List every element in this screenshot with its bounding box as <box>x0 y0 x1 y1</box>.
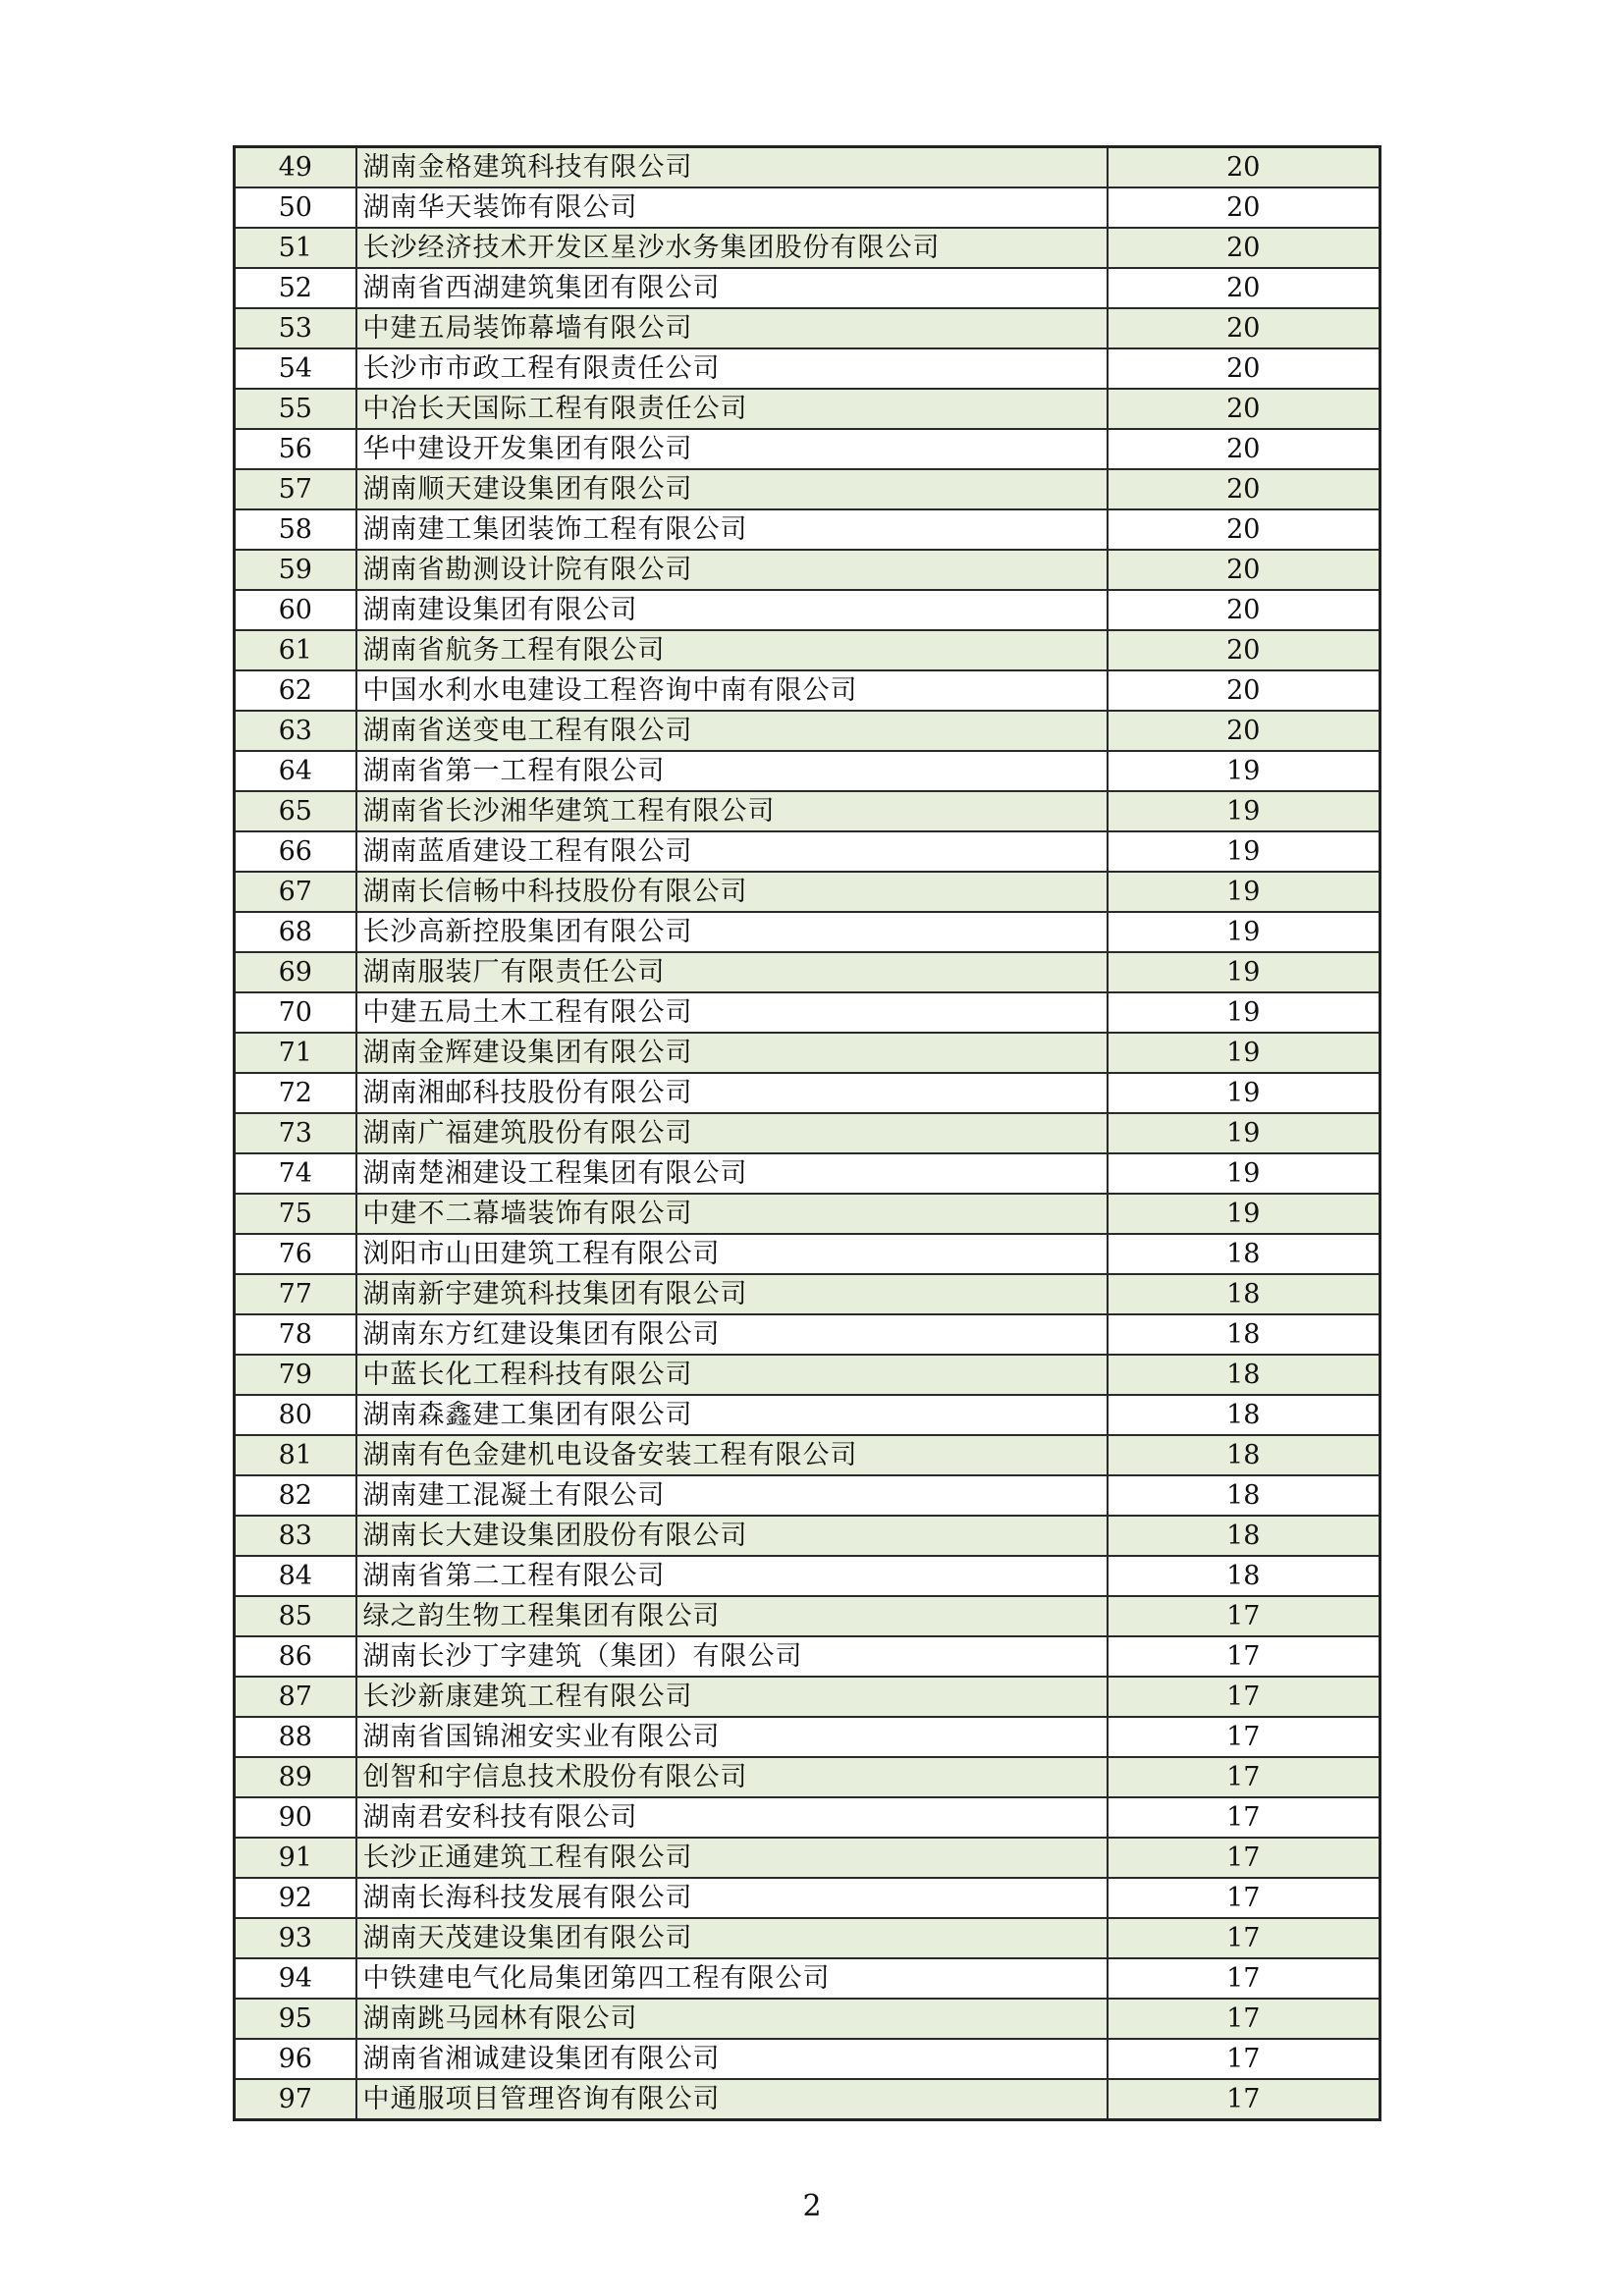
company-name-cell: 湖南森鑫建工集团有限公司 <box>356 1395 1108 1435</box>
ranking-table-body <box>235 147 1380 2120</box>
company-name-cell: 湖南君安科技有限公司 <box>356 1797 1108 1838</box>
row-number-cell: 53 <box>235 308 356 348</box>
table-row <box>235 670 1380 711</box>
table-row <box>235 630 1380 670</box>
row-number-cell: 79 <box>235 1355 356 1395</box>
company-name-cell: 湖南金格建筑科技有限公司 <box>356 147 1108 188</box>
company-name-cell: 湖南顺天建设集团有限公司 <box>356 469 1108 509</box>
table-row <box>235 389 1380 429</box>
table-row <box>235 1999 1380 2039</box>
row-number-cell: 69 <box>235 952 356 992</box>
score-cell: 20 <box>1108 187 1380 228</box>
score-cell: 19 <box>1108 912 1380 952</box>
page-number: 2 <box>802 2189 822 2223</box>
score-cell: 19 <box>1108 1113 1380 1153</box>
table-row <box>235 1636 1380 1677</box>
table-row <box>235 1395 1380 1435</box>
company-name-cell: 中建不二幕墙装饰有限公司 <box>356 1194 1108 1234</box>
score-cell: 17 <box>1108 1958 1380 1999</box>
row-number-cell: 74 <box>235 1153 356 1194</box>
row-number-cell: 86 <box>235 1636 356 1677</box>
table-row <box>235 1596 1380 1636</box>
company-name-cell: 创智和宇信息技术股份有限公司 <box>356 1757 1108 1797</box>
score-cell: 19 <box>1108 1033 1380 1073</box>
row-number-cell: 80 <box>235 1395 356 1435</box>
row-number-cell: 97 <box>235 2079 356 2120</box>
score-cell: 20 <box>1108 509 1380 550</box>
company-name-cell: 湖南长大建设集团股份有限公司 <box>356 1516 1108 1556</box>
table-row <box>235 348 1380 389</box>
score-cell: 19 <box>1108 751 1380 791</box>
score-cell: 19 <box>1108 1073 1380 1113</box>
row-number-cell: 83 <box>235 1516 356 1556</box>
company-name-cell: 长沙新康建筑工程有限公司 <box>356 1677 1108 1717</box>
company-name-cell: 中冶长天国际工程有限责任公司 <box>356 389 1108 429</box>
company-name-cell: 湖南天茂建设集团有限公司 <box>356 1918 1108 1958</box>
company-name-cell: 湖南蓝盾建设工程有限公司 <box>356 831 1108 872</box>
table-row <box>235 268 1380 308</box>
table-row <box>235 1113 1380 1153</box>
table-row <box>235 228 1380 268</box>
table-row <box>235 872 1380 912</box>
company-name-cell: 湖南有色金建机电设备安装工程有限公司 <box>356 1435 1108 1475</box>
row-number-cell: 91 <box>235 1838 356 1878</box>
table-row <box>235 1153 1380 1194</box>
table-row <box>235 1073 1380 1113</box>
row-number-cell: 57 <box>235 469 356 509</box>
table-row <box>235 1556 1380 1596</box>
row-number-cell: 96 <box>235 2039 356 2079</box>
table-row <box>235 1838 1380 1878</box>
score-cell: 18 <box>1108 1395 1380 1435</box>
row-number-cell: 89 <box>235 1757 356 1797</box>
table-row <box>235 1757 1380 1797</box>
score-cell: 17 <box>1108 1838 1380 1878</box>
table-row <box>235 308 1380 348</box>
score-cell: 17 <box>1108 1999 1380 2039</box>
row-number-cell: 70 <box>235 992 356 1033</box>
score-cell: 19 <box>1108 1194 1380 1234</box>
table-row <box>235 1314 1380 1355</box>
company-name-cell: 中蓝长化工程科技有限公司 <box>356 1355 1108 1395</box>
company-name-cell: 湖南省湘诚建设集团有限公司 <box>356 2039 1108 2079</box>
table-row <box>235 751 1380 791</box>
table-row <box>235 831 1380 872</box>
table-row <box>235 1516 1380 1556</box>
score-cell: 20 <box>1108 670 1380 711</box>
company-name-cell: 浏阳市山田建筑工程有限公司 <box>356 1234 1108 1274</box>
company-name-cell: 湖南省勘测设计院有限公司 <box>356 550 1108 590</box>
company-name-cell: 湖南省西湖建筑集团有限公司 <box>356 268 1108 308</box>
company-name-cell: 中建五局土木工程有限公司 <box>356 992 1108 1033</box>
score-cell: 20 <box>1108 630 1380 670</box>
row-number-cell: 72 <box>235 1073 356 1113</box>
score-cell: 20 <box>1108 711 1380 751</box>
table-row <box>235 187 1380 228</box>
score-cell: 18 <box>1108 1314 1380 1355</box>
score-cell: 17 <box>1108 1596 1380 1636</box>
company-name-cell: 长沙经济技术开发区星沙水务集团股份有限公司 <box>356 228 1108 268</box>
score-cell: 17 <box>1108 1757 1380 1797</box>
row-number-cell: 75 <box>235 1194 356 1234</box>
row-number-cell: 59 <box>235 550 356 590</box>
score-cell: 20 <box>1108 469 1380 509</box>
company-name-cell: 湖南建工集团装饰工程有限公司 <box>356 509 1108 550</box>
table-row <box>235 1958 1380 1999</box>
company-name-cell: 长沙正通建筑工程有限公司 <box>356 1838 1108 1878</box>
table-row <box>235 1355 1380 1395</box>
table-row <box>235 2039 1380 2079</box>
score-cell: 19 <box>1108 831 1380 872</box>
row-number-cell: 85 <box>235 1596 356 1636</box>
score-cell: 20 <box>1108 308 1380 348</box>
table-row <box>235 550 1380 590</box>
score-cell: 20 <box>1108 429 1380 469</box>
row-number-cell: 54 <box>235 348 356 389</box>
score-cell: 20 <box>1108 550 1380 590</box>
score-cell: 19 <box>1108 872 1380 912</box>
score-cell: 20 <box>1108 389 1380 429</box>
score-cell: 18 <box>1108 1234 1380 1274</box>
ranking-table <box>233 145 1381 2121</box>
company-name-cell: 中通服项目管理咨询有限公司 <box>356 2079 1108 2120</box>
score-cell: 20 <box>1108 590 1380 630</box>
score-cell: 19 <box>1108 1153 1380 1194</box>
company-name-cell: 湖南金辉建设集团有限公司 <box>356 1033 1108 1073</box>
company-name-cell: 绿之韵生物工程集团有限公司 <box>356 1596 1108 1636</box>
table-row <box>235 1918 1380 1958</box>
row-number-cell: 56 <box>235 429 356 469</box>
company-name-cell: 湖南省第二工程有限公司 <box>356 1556 1108 1596</box>
company-name-cell: 中铁建电气化局集团第四工程有限公司 <box>356 1958 1108 1999</box>
row-number-cell: 88 <box>235 1717 356 1757</box>
company-name-cell: 中国水利水电建设工程咨询中南有限公司 <box>356 670 1108 711</box>
company-name-cell: 湖南长信畅中科技股份有限公司 <box>356 872 1108 912</box>
company-name-cell: 湖南省国锦湘安实业有限公司 <box>356 1717 1108 1757</box>
score-cell: 18 <box>1108 1556 1380 1596</box>
score-cell: 18 <box>1108 1516 1380 1556</box>
score-cell: 17 <box>1108 1918 1380 1958</box>
company-name-cell: 湖南东方红建设集团有限公司 <box>356 1314 1108 1355</box>
company-name-cell: 湖南湘邮科技股份有限公司 <box>356 1073 1108 1113</box>
table-row <box>235 509 1380 550</box>
row-number-cell: 62 <box>235 670 356 711</box>
company-name-cell: 华中建设开发集团有限公司 <box>356 429 1108 469</box>
row-number-cell: 63 <box>235 711 356 751</box>
row-number-cell: 94 <box>235 1958 356 1999</box>
score-cell: 20 <box>1108 268 1380 308</box>
company-name-cell: 湖南服装厂有限责任公司 <box>356 952 1108 992</box>
table-row <box>235 1717 1380 1757</box>
row-number-cell: 52 <box>235 268 356 308</box>
row-number-cell: 55 <box>235 389 356 429</box>
table-row <box>235 147 1380 188</box>
row-number-cell: 58 <box>235 509 356 550</box>
score-cell: 18 <box>1108 1274 1380 1314</box>
score-cell: 17 <box>1108 2079 1380 2120</box>
row-number-cell: 78 <box>235 1314 356 1355</box>
row-number-cell: 92 <box>235 1878 356 1918</box>
company-name-cell: 湖南长海科技发展有限公司 <box>356 1878 1108 1918</box>
row-number-cell: 68 <box>235 912 356 952</box>
company-name-cell: 湖南广福建筑股份有限公司 <box>356 1113 1108 1153</box>
row-number-cell: 87 <box>235 1677 356 1717</box>
row-number-cell: 81 <box>235 1435 356 1475</box>
score-cell: 17 <box>1108 2039 1380 2079</box>
table-row <box>235 590 1380 630</box>
score-cell: 17 <box>1108 1717 1380 1757</box>
score-cell: 19 <box>1108 791 1380 831</box>
company-name-cell: 湖南省航务工程有限公司 <box>356 630 1108 670</box>
row-number-cell: 49 <box>235 147 356 188</box>
score-cell: 20 <box>1108 228 1380 268</box>
table-row <box>235 1194 1380 1234</box>
row-number-cell: 61 <box>235 630 356 670</box>
table-row <box>235 1677 1380 1717</box>
company-name-cell: 湖南省长沙湘华建筑工程有限公司 <box>356 791 1108 831</box>
row-number-cell: 65 <box>235 791 356 831</box>
table-row <box>235 469 1380 509</box>
row-number-cell: 50 <box>235 187 356 228</box>
row-number-cell: 71 <box>235 1033 356 1073</box>
score-cell: 18 <box>1108 1435 1380 1475</box>
row-number-cell: 67 <box>235 872 356 912</box>
score-cell: 20 <box>1108 147 1380 188</box>
company-name-cell: 湖南长沙丁字建筑（集团）有限公司 <box>356 1636 1108 1677</box>
table-row <box>235 1274 1380 1314</box>
row-number-cell: 73 <box>235 1113 356 1153</box>
table-row <box>235 1878 1380 1918</box>
table-row <box>235 1234 1380 1274</box>
table-row <box>235 1033 1380 1073</box>
score-cell: 17 <box>1108 1797 1380 1838</box>
row-number-cell: 64 <box>235 751 356 791</box>
table-row <box>235 1475 1380 1516</box>
row-number-cell: 66 <box>235 831 356 872</box>
score-cell: 19 <box>1108 952 1380 992</box>
company-name-cell: 中建五局装饰幕墙有限公司 <box>356 308 1108 348</box>
table-row <box>235 1435 1380 1475</box>
score-cell: 18 <box>1108 1355 1380 1395</box>
company-name-cell: 湖南建设集团有限公司 <box>356 590 1108 630</box>
table-row <box>235 2079 1380 2120</box>
table-row <box>235 791 1380 831</box>
table-row <box>235 1797 1380 1838</box>
score-cell: 17 <box>1108 1677 1380 1717</box>
row-number-cell: 82 <box>235 1475 356 1516</box>
company-name-cell: 长沙市市政工程有限责任公司 <box>356 348 1108 389</box>
score-cell: 17 <box>1108 1878 1380 1918</box>
row-number-cell: 51 <box>235 228 356 268</box>
row-number-cell: 77 <box>235 1274 356 1314</box>
table-row <box>235 992 1380 1033</box>
company-name-cell: 湖南新宇建筑科技集团有限公司 <box>356 1274 1108 1314</box>
table-row <box>235 711 1380 751</box>
score-cell: 17 <box>1108 1636 1380 1677</box>
company-name-cell: 湖南省第一工程有限公司 <box>356 751 1108 791</box>
company-name-cell: 长沙高新控股集团有限公司 <box>356 912 1108 952</box>
row-number-cell: 84 <box>235 1556 356 1596</box>
company-name-cell: 湖南建工混凝土有限公司 <box>356 1475 1108 1516</box>
company-name-cell: 湖南跳马园林有限公司 <box>356 1999 1108 2039</box>
score-cell: 18 <box>1108 1475 1380 1516</box>
company-name-cell: 湖南楚湘建设工程集团有限公司 <box>356 1153 1108 1194</box>
company-name-cell: 湖南华天装饰有限公司 <box>356 187 1108 228</box>
table-row <box>235 912 1380 952</box>
score-cell: 19 <box>1108 992 1380 1033</box>
row-number-cell: 93 <box>235 1918 356 1958</box>
table-row <box>235 952 1380 992</box>
row-number-cell: 95 <box>235 1999 356 2039</box>
row-number-cell: 90 <box>235 1797 356 1838</box>
table-row <box>235 429 1380 469</box>
row-number-cell: 76 <box>235 1234 356 1274</box>
company-name-cell: 湖南省送变电工程有限公司 <box>356 711 1108 751</box>
row-number-cell: 60 <box>235 590 356 630</box>
score-cell: 20 <box>1108 348 1380 389</box>
